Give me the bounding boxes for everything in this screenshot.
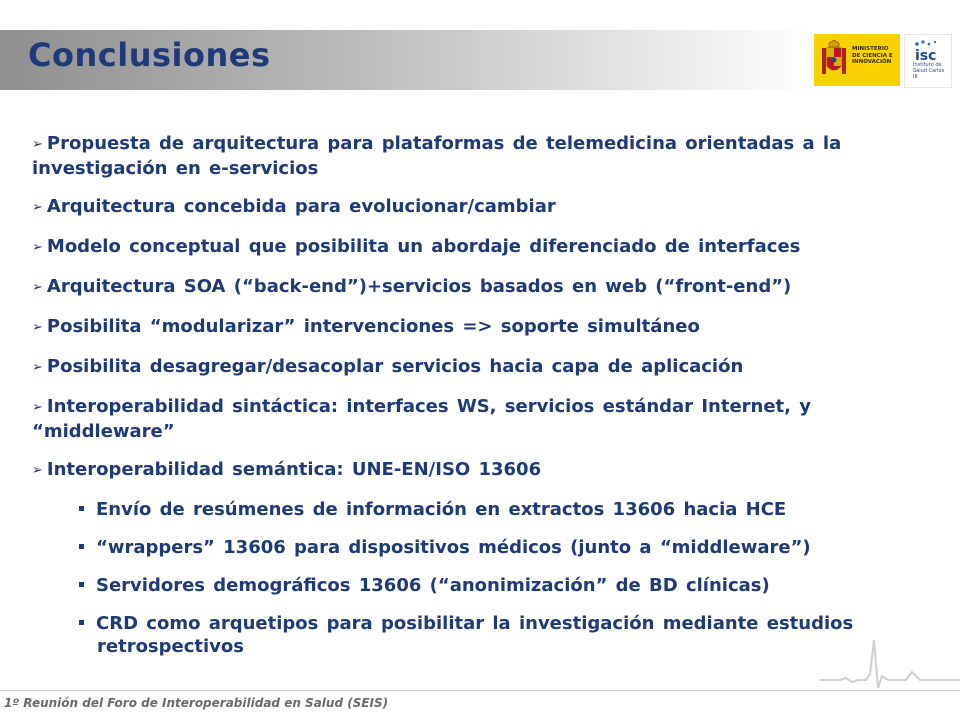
sub-bullet-text: CRD como arquetipos para posibilitar la investigación mediante estudios retrospectivos <box>96 613 854 657</box>
sub-bullet-item <box>79 498 922 521</box>
bullet-text: Interoperabilidad semántica: UNE-EN/ISO 13606 <box>46 459 542 480</box>
bullet-item <box>32 458 922 483</box>
coat-of-arms-icon <box>820 40 848 80</box>
bullet-text: Propuesta de arquitectura para plataformas de telemedicina orientadas a la investigación en e-servicios <box>32 133 842 179</box>
sub-bullet-item <box>79 536 922 559</box>
square-icon <box>79 506 84 511</box>
sub-bullet-text: Servidores demográficos 13606 (“anonimización” de BD clínicas) <box>96 575 770 596</box>
arrowhead-icon: ➢ <box>32 400 43 415</box>
slide-content <box>32 132 922 673</box>
bullet-text: Interoperabilidad sintáctica: interfaces WS, servicios estándar Internet, y “middleware” <box>32 396 811 442</box>
institute-name: Instituto de Salud Carlos III <box>913 62 945 80</box>
arrowhead-icon: ➢ <box>32 280 43 295</box>
bullet-item <box>32 195 922 220</box>
arrowhead-icon: ➢ <box>32 137 43 152</box>
logo-group <box>814 30 954 90</box>
institute-logo <box>904 34 952 88</box>
square-icon <box>79 544 84 549</box>
bullet-item <box>32 355 922 380</box>
ecg-trace-icon <box>820 628 960 698</box>
institute-mark-text: isc <box>915 48 937 64</box>
bullet-text: Arquitectura SOA (“back-end”)+servicios basados en web (“front-end”) <box>46 276 792 297</box>
bullet-item <box>32 315 922 340</box>
square-icon <box>79 620 84 625</box>
sub-bullet-item <box>79 612 922 658</box>
sub-bullet-item <box>79 574 922 597</box>
arrowhead-icon: ➢ <box>32 200 43 215</box>
arrowhead-icon: ➢ <box>32 360 43 375</box>
ministry-logo <box>814 34 900 86</box>
arrowhead-icon: ➢ <box>32 240 43 255</box>
bullet-text: Posibilita desagregar/desacoplar servicios hacia capa de aplicación <box>46 356 744 377</box>
institute-mark-icon <box>911 38 945 64</box>
sub-bullet-text: Envío de resúmenes de información en extractos 13606 hacia HCE <box>96 499 787 520</box>
bullet-item <box>32 235 922 260</box>
bullet-text: Posibilita “modularizar” intervenciones => soporte simultáneo <box>46 316 700 337</box>
bullet-text: Modelo conceptual que posibilita un abordaje diferenciado de interfaces <box>46 236 801 257</box>
arrowhead-icon: ➢ <box>32 320 43 335</box>
arrowhead-icon: ➢ <box>32 463 43 478</box>
bullet-item <box>32 275 922 300</box>
slide-title: Conclusiones <box>28 36 271 74</box>
footer-divider <box>0 690 960 691</box>
sub-bullet-text: “wrappers” 13606 para dispositivos médicos (junto a “middleware”) <box>96 537 811 558</box>
bullet-item <box>32 395 922 443</box>
ministry-name: MINISTERIO DE CIENCIA E INNOVACIÓN <box>852 46 893 65</box>
bullet-item <box>32 132 922 180</box>
footer-text: 1º Reunión del Foro de Interoperabilidad en Salud (SEIS) <box>4 696 389 710</box>
square-icon <box>79 582 84 587</box>
bullet-text: Arquitectura concebida para evolucionar/cambiar <box>46 196 556 217</box>
